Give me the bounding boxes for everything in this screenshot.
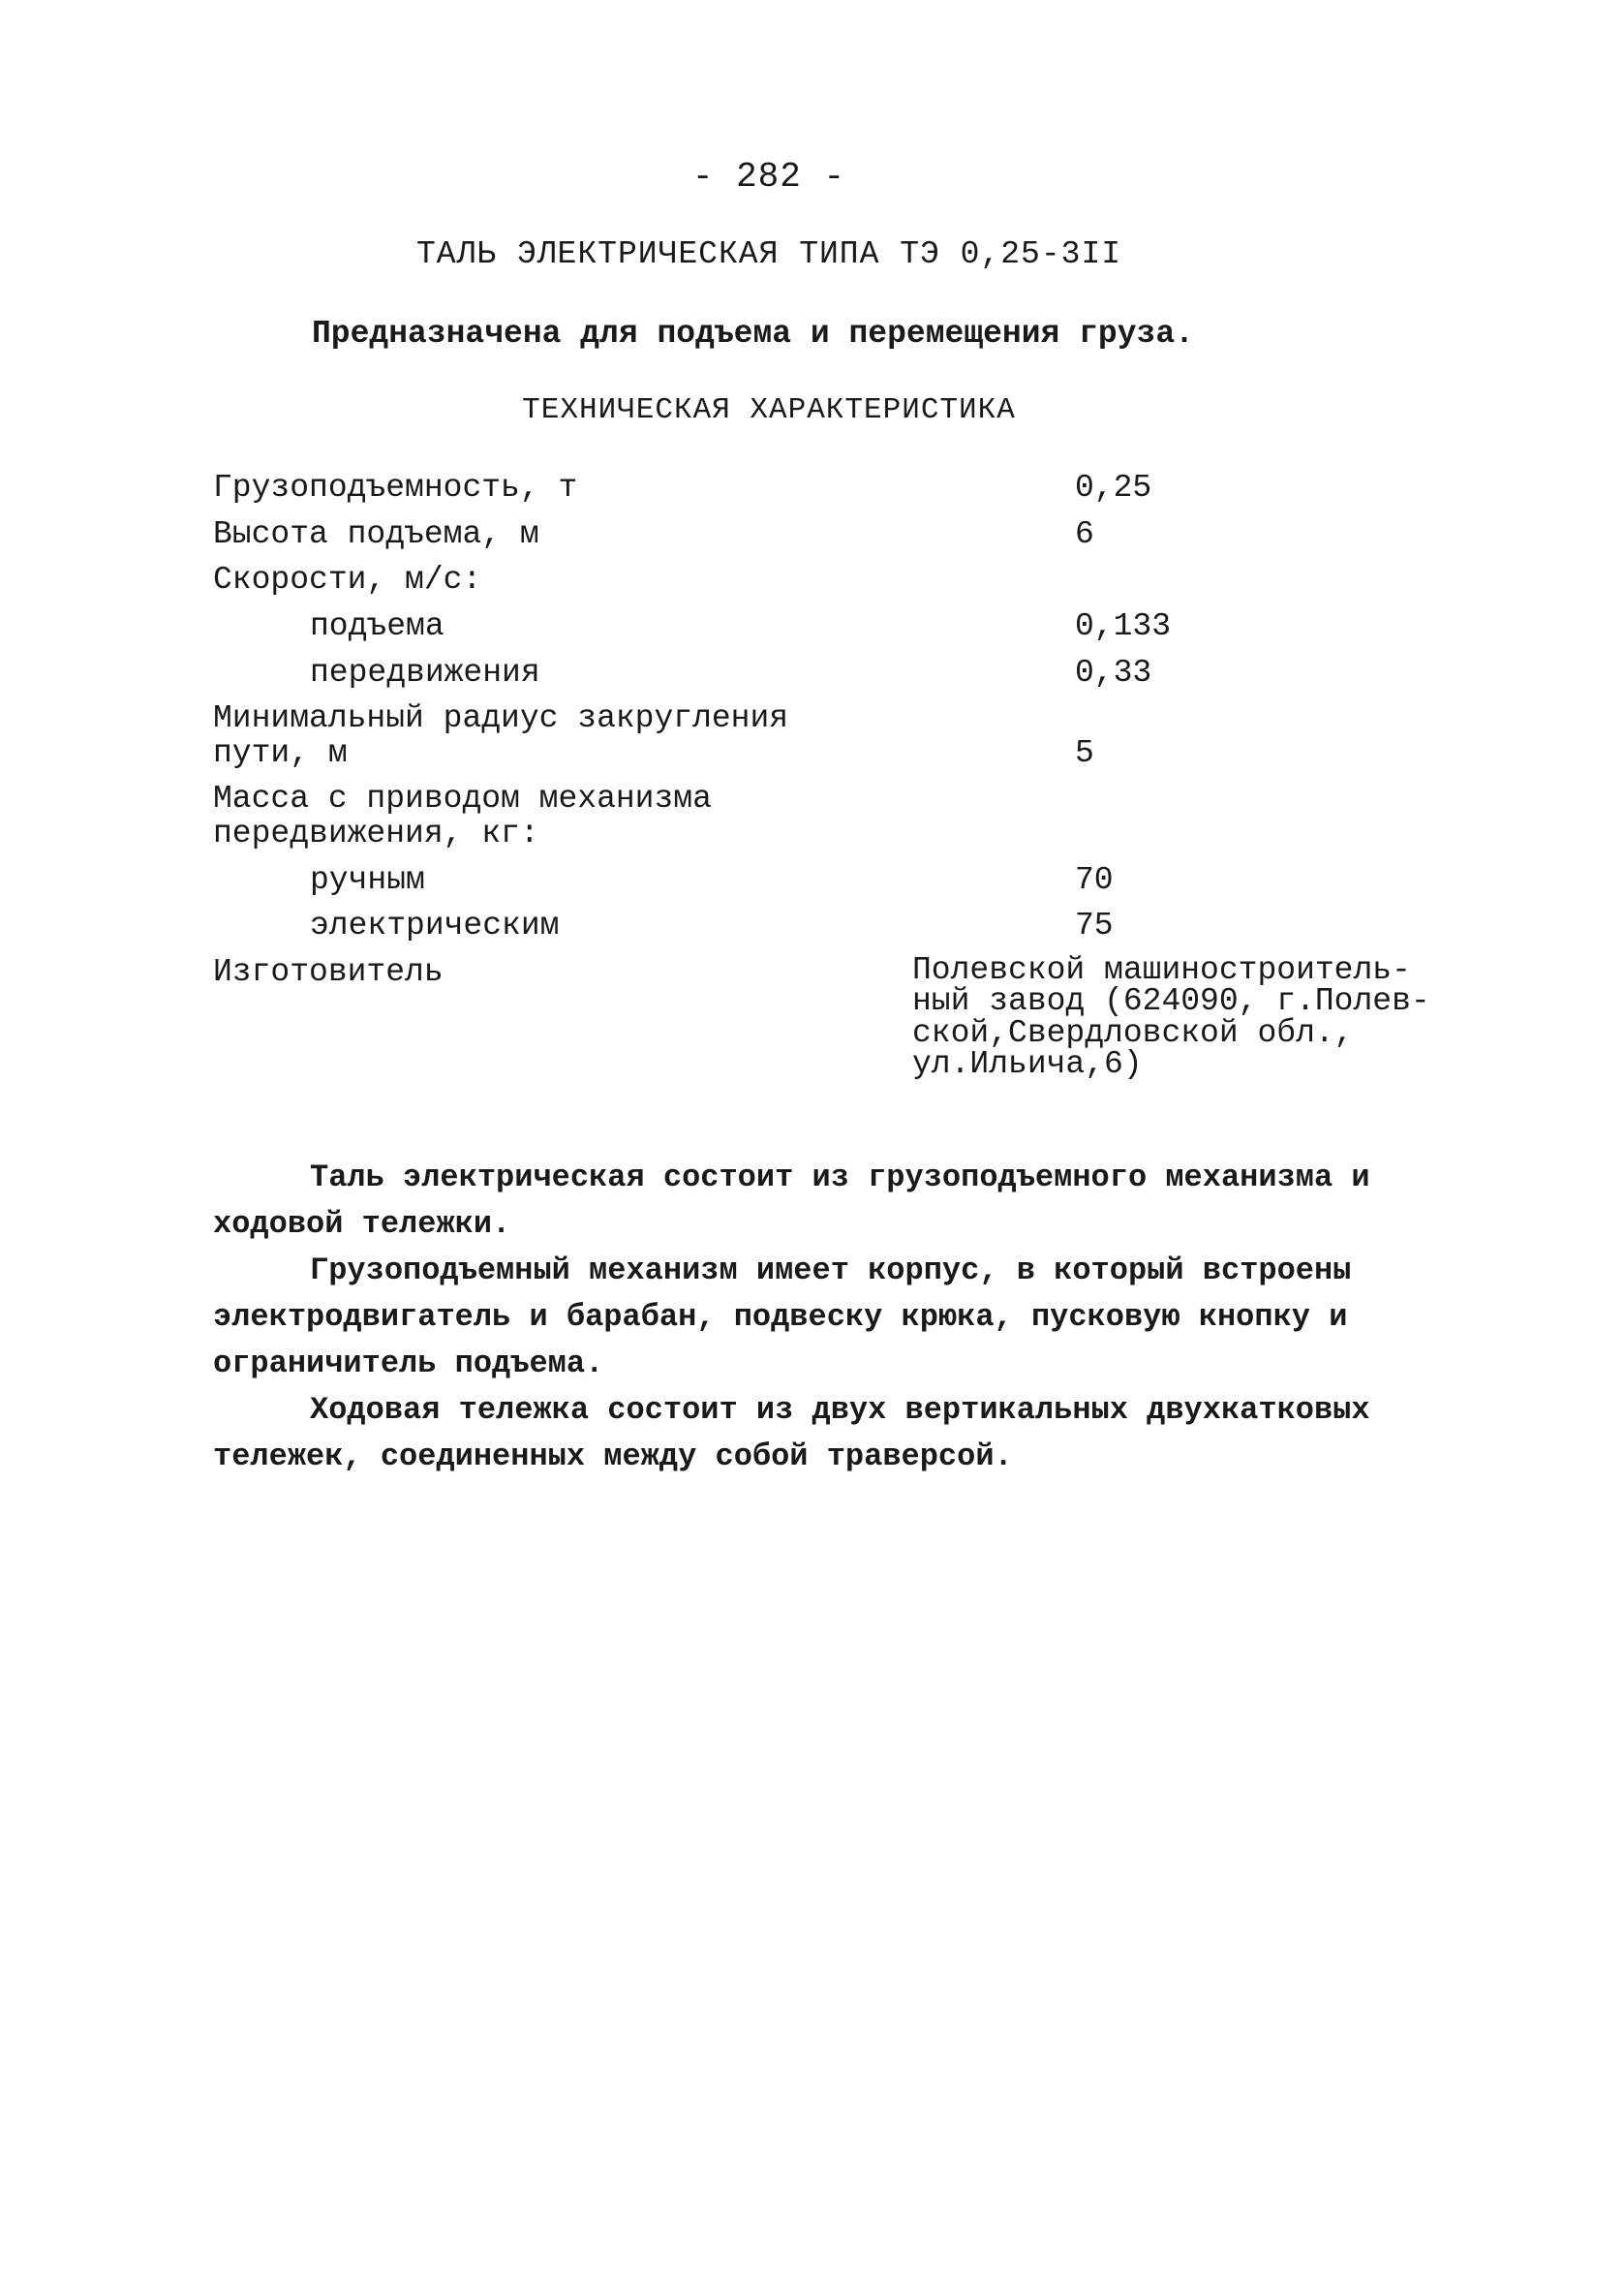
spec-label: электрическим xyxy=(310,908,560,944)
spec-value: 0,25 xyxy=(1075,470,1152,506)
manufacturer-line: Полевской машиностроитель- xyxy=(912,951,1411,988)
spec-label-line: Минимальный радиус закругления xyxy=(213,700,789,737)
spec-row-manufacturer xyxy=(213,951,1472,1091)
spec-row-capacity xyxy=(213,471,1472,506)
spec-label-line: Масса с приводом механизма xyxy=(213,781,712,818)
paragraph-lifting-mechanism: Грузоподъемный механизм имеет корпус, в который встроены электродвигатель и барабан, подвеску крюка, пусковую кнопку и ограничитель подъема. xyxy=(213,1253,1352,1381)
spec-label: Изготовитель xyxy=(213,953,444,990)
spec-row-lift-height xyxy=(213,517,1472,552)
spec-label: Грузоподъемность, т xyxy=(213,470,578,506)
purpose-statement: Предназначена для подъема и перемещения груза. xyxy=(312,316,1194,352)
manufacturer-line: ул.Ильича,6) xyxy=(912,1045,1143,1082)
document-title: ТАЛЬ ЭЛЕКТРИЧЕСКАЯ ТИПА ТЭ 0,25-3II xyxy=(415,236,1122,272)
paragraph-composition: Таль электрическая состоит из грузоподъемного механизма и ходовой тележки. xyxy=(213,1160,1370,1242)
spec-row-electric xyxy=(213,909,1472,943)
spec-value: 70 xyxy=(1075,861,1114,898)
spec-value: 5 xyxy=(1075,734,1094,771)
spec-row-mass xyxy=(213,782,1472,851)
page-number: - 282 - xyxy=(691,157,846,197)
manufacturer-line: ской,Свердловской обл., xyxy=(912,1014,1354,1051)
spec-row-speeds xyxy=(213,563,1472,598)
spec-row-travel-speed xyxy=(213,656,1472,691)
spec-row-lift-speed xyxy=(213,609,1472,644)
description-body xyxy=(213,1155,1433,1480)
spec-value: 75 xyxy=(1075,908,1114,944)
spec-label: подъема xyxy=(310,607,444,644)
spec-label: ручным xyxy=(310,861,425,898)
spec-label: Скорости, м/с: xyxy=(213,562,482,599)
spec-value: 0,33 xyxy=(1075,654,1152,691)
spec-label: передвижения xyxy=(310,654,540,691)
spec-row-radius xyxy=(213,701,1472,770)
spec-label: Высота подъема, м xyxy=(213,515,539,552)
manufacturer-line: ный завод (624090, г.Полев- xyxy=(912,983,1430,1020)
manufacturer-value xyxy=(912,951,1455,1082)
spec-table xyxy=(213,471,1472,1091)
spec-label-line: передвижения, кг: xyxy=(213,816,539,851)
spec-label-line: пути, м xyxy=(213,734,348,771)
paragraph-trolley: Ходовая тележка состоит из двух вертикальных двухкатковых тележек, соединенных между собой траверсой. xyxy=(213,1392,1370,1474)
spec-row-manual xyxy=(213,863,1472,898)
spec-value: 0,133 xyxy=(1075,607,1172,644)
spec-value: 6 xyxy=(1075,515,1094,552)
section-title: ТЕХНИЧЕСКАЯ ХАРАКТЕРИСТИКА xyxy=(522,393,1016,427)
